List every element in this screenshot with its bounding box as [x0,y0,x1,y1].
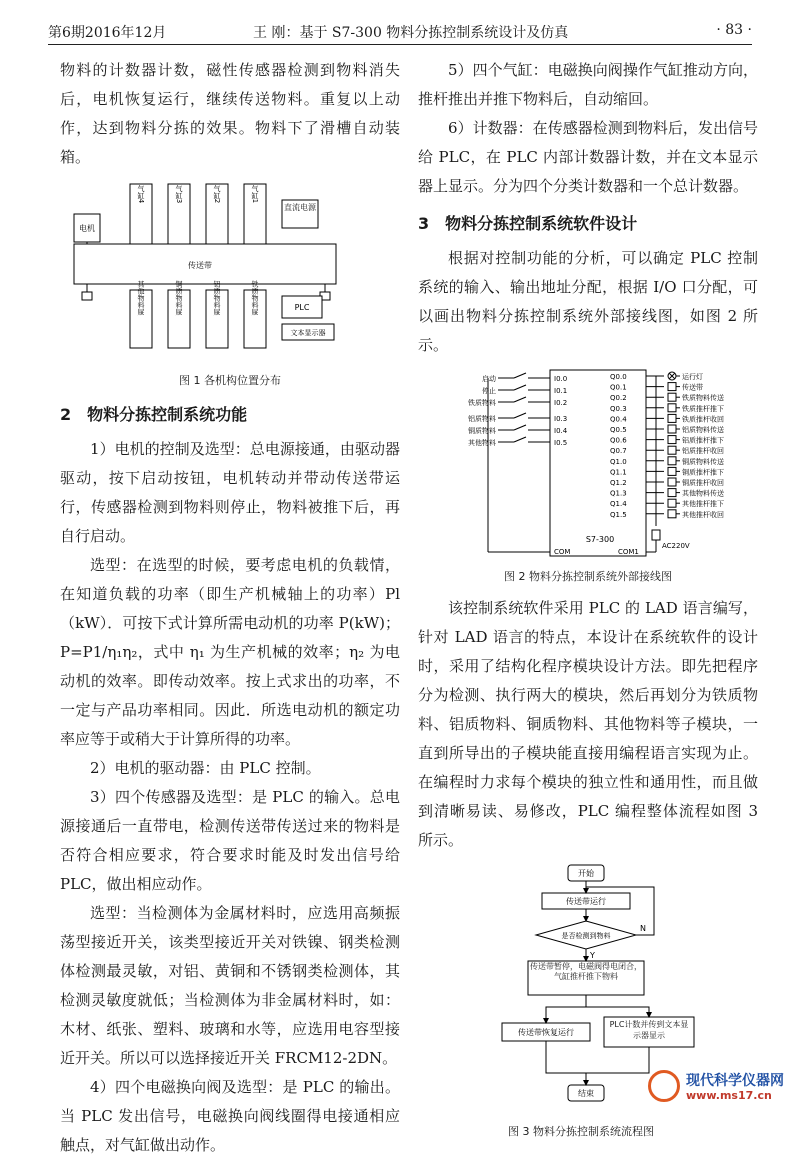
input-label: 铁质物料 [468,399,496,407]
watermark-name: 现代科学仪器网 [686,1073,784,1089]
output-label: 铜质物料传送 [682,457,724,466]
paragraph: 4）四个电磁换向阀及选型：是 PLC 的输出。当 PLC 发出信号，电磁换向阀线圈得电接通相应触点，对气缸做出动作。 [60,1078,400,1154]
input-label: 铜质物料 [468,427,496,435]
section-3-heading: 3 物料分拣控制系统软件设计 [418,214,638,233]
bin-copper [168,280,190,348]
bin-other [130,280,152,348]
paragraph: 5）四个气缸：电磁换向阀操作气缸推动方向，推杆推出并推下物料后，自动缩回。 [418,61,758,108]
output-label: 运行灯 [682,373,703,381]
flow-run-label: 传送带运行 [566,897,606,906]
output-address: Q1.3 [610,489,627,498]
plc-input-1 [482,385,567,395]
plc-label: PLC [294,303,310,312]
figure-2-wiring-diagram [418,366,758,566]
display-label: 文本显示器 [290,329,326,337]
svg-text:铝质物料屉: 铝质物料屉 [213,280,221,316]
watermark-url: www.ms17.cn [686,1089,772,1102]
output-address: Q0.5 [610,426,627,434]
svg-text:铜质物料屉: 铜质物料屉 [175,280,183,316]
input-address: I0.3 [554,415,568,423]
left-column [60,56,400,1160]
dc-power-label: 直流电源 [284,203,316,212]
figure-2-caption: 图 2 物料分拣控制系统外部接线图 [504,570,672,583]
input-address: I0.4 [554,427,568,435]
com1-label: COM1 [618,548,639,556]
paragraph: 2）电机的驱动器：由 PLC 控制。 [90,759,321,777]
plc-model-label: S7-300 [585,535,615,544]
output-label: 铝质推杆推下 [682,436,724,445]
figure-1-diagram [60,180,400,370]
input-address: I0.5 [554,439,568,447]
output-address: Q0.6 [610,436,627,445]
flow-action-label: 传送带暂停，电磁阀得电闭合，气缸推杆推下物料 [530,962,642,981]
flow-decision-label: 是否检测到物料 [561,932,611,940]
output-label: 铝质物料传送 [682,426,724,434]
input-label: 铝质物料 [468,415,496,423]
running-header [48,18,752,42]
svg-text:气缸1: 气缸1 [251,184,259,204]
header-rule [48,44,752,45]
watermark-logo [648,1070,680,1102]
output-address: Q0.1 [610,383,627,392]
right-column [418,56,758,1139]
article-title-header: 王 刚：基于 S7-300 物料分拣控制系统设计及仿真 [253,25,569,41]
svg-text:铁质物料屉: 铁质物料屉 [251,280,259,316]
output-label: 其他物料传送 [682,489,724,498]
output-address: Q1.0 [610,457,627,466]
paragraph: 6）计数器：在传感器检测到物料后，发出信号给 PLC，在 PLC 内部计数器计数，并在文本显示器上显示。分为四个分类计数器和一个总计数器。 [418,119,758,195]
paragraph: 1）电机的控制及选型：总电源接通，由驱动器驱动，按下启动按钮，电机转动并带动传送带运行，传感器检测到物料则停止，物料被推下后，再自行启动。 [60,440,400,545]
output-label: 铜质推杆推下 [682,468,724,477]
svg-text:气缸4: 气缸4 [137,184,145,204]
output-label: 铁质推杆推下 [682,404,724,413]
com-label: COM [554,548,571,556]
figure-3-caption: 图 3 物料分拣控制系统流程图 [508,1125,654,1138]
input-label: 停止 [482,387,496,395]
section-2-heading: 2 物料分拣控制系统功能 [60,405,248,424]
svg-text:气缸3: 气缸3 [175,184,183,204]
output-address: Q0.7 [610,447,627,456]
watermark [648,1064,794,1108]
output-label: 传送带 [682,383,703,392]
flow-y-label: Y [590,951,595,960]
svg-text:气缸2: 气缸2 [213,184,221,204]
output-label: 其他推杆收回 [682,510,724,519]
output-label: 铝质推杆收回 [682,447,724,456]
input-address: I0.2 [554,399,568,407]
ac220v-label: AC220V [662,542,690,550]
output-address: Q1.4 [610,500,627,509]
input-label: 启动 [482,375,496,383]
output-address: Q1.5 [610,510,627,519]
flow-start-label: 开始 [578,869,594,878]
output-label: 铁质推杆收回 [682,415,724,424]
output-label: 铁质物料传送 [682,394,724,403]
paragraph: 选型：在选型的时候，要考虑电机的负载情，在知道负载的功率（即生产机械轴上的功率）Pl（kW）．可按下式计算所需电动机的功率 P(kW)；P=P1/η₁η₂，式中 η₁ 为生产机械的效率；η₂ 为电动机的效率。即传动效率。按上式求出的功率，不一定与产品功率相同。因此．所选电动机的额定功率应等于或稍大于计算所得的功率。 [60,556,400,748]
paragraph: 3）四个传感器及选型：是 PLC 的输入。总电源接通后一直带电，检测传送带传送过来的物料是否符合相应要求，符合要求时能及时发出信号给 PLC，做出相应动作。 [60,788,400,893]
bin-iron [244,280,266,348]
page-number: · 83 · [716,22,752,38]
issue-info: 第6期2016年12月 [48,25,167,41]
output-address: Q0.4 [610,415,627,424]
bin-aluminum [206,280,228,348]
flow-count-label: PLC计数并传到文本显示器显示 [609,1020,689,1040]
belt-label: 传送带 [188,261,212,270]
input-label: 其他物料 [468,439,496,447]
output-label: 其他推杆推下 [682,500,724,509]
output-address: Q1.1 [610,468,627,477]
input-address: I0.1 [554,387,568,395]
output-address: Q1.2 [610,479,627,487]
motor-label: 电机 [79,224,95,233]
input-address: I0.0 [554,375,568,383]
paragraph: 选型：当检测体为金属材料时，应选用高频振荡型接近开关，该类型接近开关对铁镍、钢类检测体检测最灵敏，对铝、黄铜和不锈钢类检测体，其检测灵敏度就低；当检测体为非金属材料时，如：木材、纸张、塑料、玻璃和水等，应选用电容型接近开关。所以可以选择接近开关 FRCM12-2DN。 [60,904,400,1067]
flow-n-label: N [640,924,646,933]
output-address: Q0.0 [610,373,627,381]
paragraph: 根据对控制功能的分析，可以确定 PLC 控制系统的输入、输出地址分配，根据 I/O 口分配，可以画出物料分拣控制系统外部接线图，如图 2 所示。 [418,249,758,354]
flow-resume-label: 传送带恢复运行 [518,1028,574,1037]
plc-input-0 [482,373,567,383]
output-label: 铜质推杆收回 [682,479,724,487]
output-address: Q0.3 [610,404,627,413]
output-address: Q0.2 [610,394,627,403]
figure-1-caption: 图 1 各机构位置分布 [179,374,281,387]
paragraph: 物料的计数器计数，磁性传感器检测到物料消失后，电机恢复运行，继续传送物料。重复以上动作，达到物料分拣的效果。物料下了滑槽自动装箱。 [60,61,400,166]
svg-text:其他物料屉: 其他物料屉 [137,280,145,316]
flow-end-label: 结束 [578,1089,594,1098]
paragraph: 该控制系统软件采用 PLC 的 LAD 语言编写，针对 LAD 语言的特点，本设计在系统软件的设计时，采用了结构化程序模块设计方法。即先把程序分为检测、执行两大的模块，然后再划分为铁质物料、铝质物料、铜质物料、其他物料等子模块，一直到所导出的子模块能直接用编程语言实现为止。在编程时力求每个模块的独立性和通用性，而且做到清晰易读、易修改，PLC 编程整体流程如图 3 所示。 [418,599,758,849]
